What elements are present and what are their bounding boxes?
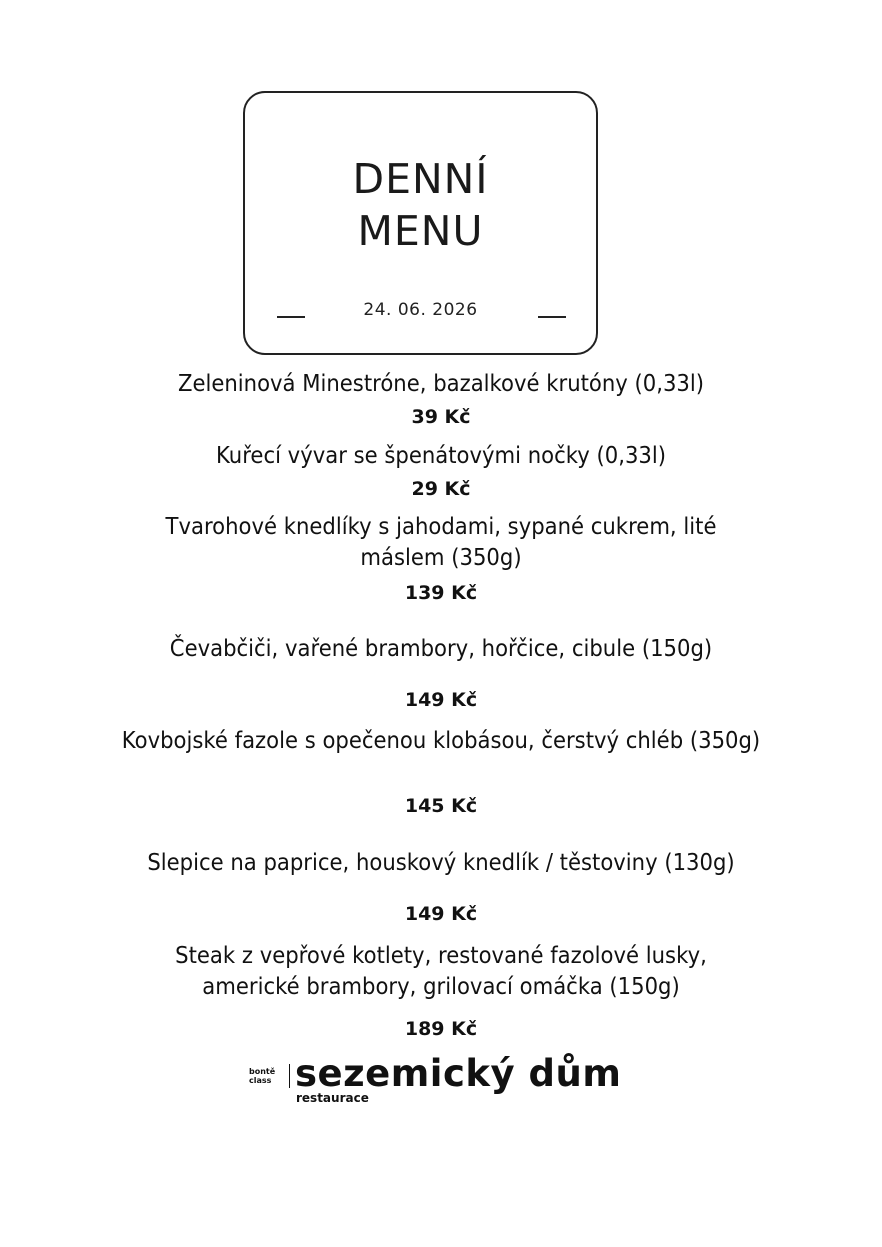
menu-item-price: 39 Kč — [411, 406, 471, 428]
menu-item-name: Kuřecí vývar se špenátovými nočky (0,33l) — [215, 443, 667, 469]
menu-title-line-2: MENU — [357, 207, 484, 255]
menu-item-price: 149 Kč — [404, 689, 478, 711]
menu-item-price: 139 Kč — [404, 582, 478, 604]
daily-menu-header — [243, 91, 598, 355]
menu-item-price: 189 Kč — [404, 1018, 478, 1040]
logo-restaurant-subtitle: restaurace — [296, 1091, 369, 1105]
menu-item-name: Slepice na paprice, houskový knedlík / těstoviny (130g) — [147, 850, 735, 876]
menu-item-name: Tvarohové knedlíky s jahodami, sypané cukrem, lité máslem (350g) — [165, 514, 717, 571]
restaurant-logo — [249, 1052, 622, 1110]
menu-item-price: 145 Kč — [404, 795, 478, 817]
menu-item-name: Kovbojské fazole s opečenou klobásou, čerstvý chléb (350g) — [121, 728, 761, 754]
logo-divider — [289, 1064, 290, 1088]
logo-brand-line-2: class — [249, 1076, 272, 1085]
menu-title-line-1: DENNÍ — [352, 155, 489, 203]
menu-item-name: Zeleninová Minestróne, bazalkové krutóny (0,33l) — [177, 371, 705, 397]
menu-item-name: Čevabčiči, vařené brambory, hořčice, cibule (150g) — [169, 636, 713, 662]
menu-date: 24. 06. 2026 — [363, 300, 478, 320]
menu-title — [245, 153, 596, 257]
right-dash-decoration — [538, 316, 566, 318]
menu-item-price: 149 Kč — [404, 903, 478, 925]
logo-brand-line-1: bontě — [249, 1067, 276, 1076]
menu-item-name: Steak z vepřové kotlety, restované fazolové lusky, americké brambory, grilovací omáčka (150g) — [175, 943, 707, 1000]
menu-item-price: 29 Kč — [411, 478, 471, 500]
logo-restaurant-name: sezemický dům — [295, 1052, 622, 1095]
logo-brand-mark — [249, 1067, 285, 1085]
